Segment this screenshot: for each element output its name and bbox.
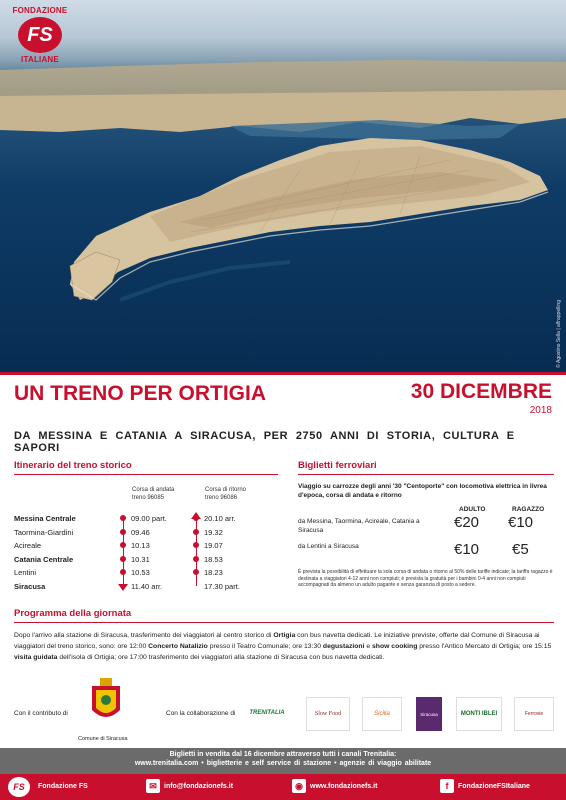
ticket-adult-price-1: €20 <box>454 514 480 531</box>
programma-part: dell'isola di Ortigia; ore 17:00 trasferimento dei viaggiatori alla stazione di Siracusa con bus navetta dedicati. <box>57 654 385 661</box>
footer-brand: Fondazione FS <box>38 783 88 790</box>
collaborazione-label: Con la collaborazione di <box>166 710 236 717</box>
stop-name: Catania Centrale <box>14 554 74 564</box>
facebook-icon: f <box>440 779 454 793</box>
comune-label: Comune di Siracusa <box>78 736 128 742</box>
stop-dot <box>193 542 199 548</box>
outbound-time: 10.13 <box>131 541 150 550</box>
itinerary-rule <box>14 474 278 475</box>
tickets-rule <box>298 474 554 475</box>
outbound-time: 11.40 arr. <box>131 581 163 591</box>
stop-name: Siracusa <box>14 581 46 591</box>
outbound-time: 10.31 <box>131 554 150 564</box>
footer-website[interactable]: www.fondazionefs.it <box>310 783 378 790</box>
return-time: 18.53 <box>204 554 223 564</box>
ortigia-illustration <box>0 0 566 372</box>
programma-part: presso l'Antico Mercato di Ortigia; ore 15:15 <box>417 643 552 650</box>
stop-dot <box>193 515 199 521</box>
photo-credit: © Agostino Sella | alfrappelling <box>556 300 562 368</box>
contact-footer <box>0 774 566 800</box>
programma-rule <box>14 622 554 623</box>
ticket-adult-price-2: €10 <box>454 541 480 558</box>
child-label: RAGAZZO <box>512 506 545 513</box>
sales-line-2: www.trenitalia.com • biglietterie e self service di stazione • agenzie di viaggio abilitate <box>134 760 432 767</box>
sales-line-1: Biglietti in vendita dal 16 dicembre attraverso tutti i canali Trenitalia: <box>169 751 397 758</box>
itinerary-title: Itinerario del treno storico <box>14 460 132 471</box>
outbound-time: 09.46 <box>131 527 150 537</box>
event-year: 2018 <box>529 405 552 416</box>
stop-name: Taormina-Giardini <box>14 527 74 537</box>
return-time: 17.30 part. <box>204 581 240 591</box>
ferrovie-logo: Ferrovie <box>514 697 554 731</box>
programma-highlight: Ortigia <box>273 632 296 639</box>
stop-row <box>14 582 284 596</box>
tickets-intro: Viaggio su carrozze degli anni '30 "Centoporte" con locomotiva elettrica in livrea d'epoca, corsa di andata e ritorno <box>298 483 547 499</box>
ticket-route-2: da Lentini a Siracusa <box>298 543 359 550</box>
slowfood-logo: Slow Food <box>306 697 350 731</box>
comune-siracusa-crest-icon <box>86 676 126 730</box>
tickets-title: Biglietti ferroviari <box>298 460 377 471</box>
trenitalia-logo: TRENITALIA <box>249 710 285 716</box>
return-header-line1: Corsa di ritorno <box>205 487 247 493</box>
stop-dot <box>193 529 199 535</box>
stop-dot <box>120 556 126 562</box>
email-icon: ✉ <box>146 779 160 793</box>
programma-title: Programma della giornata <box>14 608 132 619</box>
stop-row <box>14 555 284 569</box>
outbound-header-line1: Corsa di andata <box>132 487 175 493</box>
stop-dot <box>193 569 199 575</box>
programma-highlight: visita guidata <box>14 654 58 661</box>
stop-name: Acireale <box>14 541 42 550</box>
programma-highlight: show cooking <box>372 643 418 650</box>
outbound-time: 09.00 part. <box>131 514 167 523</box>
tickets-note: È prevista la possibilità di effettuare la sola corsa di andata o ritorno al 50% delle tariffe indicate; la tariffa ragazzo è destinata a viaggiatori 4-12 anni non compiuti; è prevista la gratuità per i bambini 0-4 anni non compiuti accompagnati da almeno un adulto pagante e senza garanzia di posto a sedere. <box>298 569 553 588</box>
fs-logo-mark: FS <box>18 17 62 53</box>
stop-row <box>14 528 284 542</box>
stop-dot <box>193 556 199 562</box>
return-time: 19.07 <box>204 541 223 550</box>
ticket-child-price-2: €5 <box>512 541 529 558</box>
stop-row <box>14 568 284 582</box>
return-time: 19.32 <box>204 527 223 537</box>
stop-name: Lentini <box>14 568 37 577</box>
title-band <box>0 372 566 422</box>
programma-part: Dopo l'arrivo alla stazione di Siracusa, trasferimento dei viaggiatori al centro storico di <box>14 632 274 639</box>
return-header-line2: treno 96086 <box>205 495 238 501</box>
monti-iblei-logo: MONTI IBLEI <box>456 697 502 731</box>
itinerary-table <box>14 514 284 595</box>
outbound-header-line2: treno 96085 <box>132 495 165 501</box>
programma-highlight: Concerto Natalizio <box>148 643 208 650</box>
footer-email[interactable]: info@fondazionefs.it <box>164 783 234 790</box>
footer-facebook[interactable]: FondazioneFSItaliane <box>458 783 530 790</box>
hero-aerial-photo <box>0 0 566 372</box>
outbound-time: 10.53 <box>131 568 150 577</box>
stop-dot <box>120 515 126 521</box>
stop-row <box>14 514 284 528</box>
return-time: 18.23 <box>204 568 223 577</box>
stop-dot <box>120 529 126 535</box>
logo-bottom-text: ITALIANE <box>21 55 59 64</box>
return-header <box>205 486 246 502</box>
red-divider <box>0 372 566 375</box>
siracusa-logo: Siracusa <box>416 697 442 731</box>
stop-row <box>14 541 284 555</box>
outbound-header <box>132 486 174 502</box>
globe-icon: ◉ <box>292 779 306 793</box>
stop-dot <box>120 542 126 548</box>
programma-text <box>14 630 554 663</box>
subtitle: DA MESSINA E CATANIA A SIRACUSA, PER 2750 ANNI DI STORIA, CULTURA E SAPORI <box>14 430 515 454</box>
fs-footer-logo: FS <box>8 777 30 797</box>
programma-part: con bus navetta dedicati. Le iniziative previste, offerte dal Comune di Siracusa ai viaggiatori del treno storico, sono: ore 12:00 <box>14 632 540 650</box>
return-time: 20.10 arr. <box>204 514 236 523</box>
logo-top-text: FONDAZIONE <box>12 6 68 15</box>
fondazione-fs-logo <box>10 6 70 76</box>
ticket-child-price-1: €10 <box>508 514 534 531</box>
sales-footer <box>0 748 566 774</box>
event-date: 30 DICEMBRE <box>410 380 552 403</box>
programma-part: presso il Teatro Comunale; ore 13:30 <box>207 643 323 650</box>
programma-part: e <box>364 643 373 650</box>
adult-label: ADULTO <box>459 506 486 513</box>
stop-dot <box>120 569 126 575</box>
page-title: UN TRENO PER ORTIGIA <box>14 382 267 405</box>
programma-highlight: degustazioni <box>322 643 365 650</box>
ticket-route-1: da Messina, Taormina, Acireale, Catania a Siracusa <box>298 518 420 534</box>
contributo-label: Con il contributo di <box>14 710 68 717</box>
sicilia-logo: Sicilia <box>362 697 402 731</box>
stop-name: Messina Centrale <box>14 514 76 523</box>
